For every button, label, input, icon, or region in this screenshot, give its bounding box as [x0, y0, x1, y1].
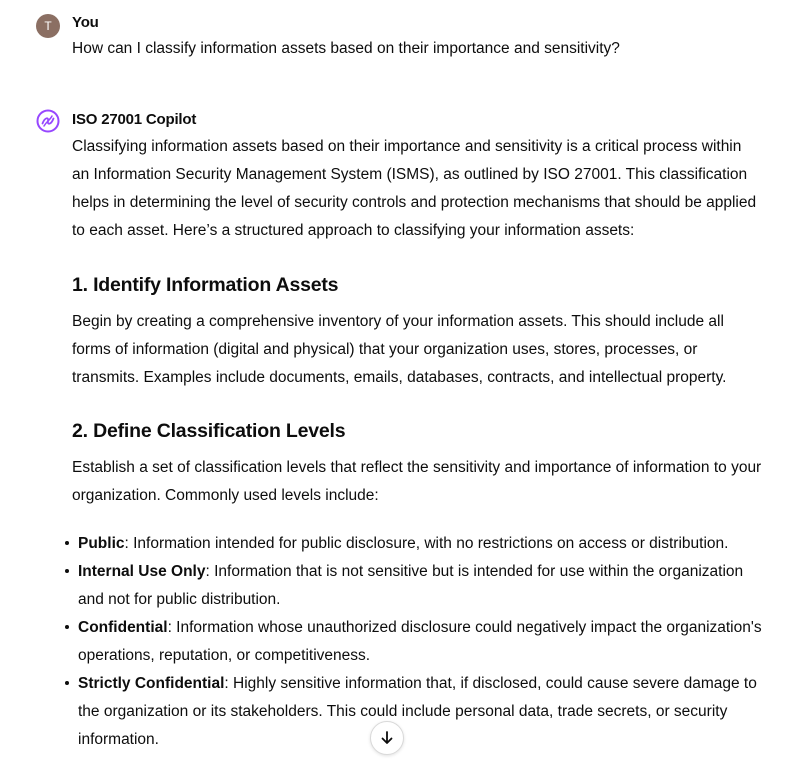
list-item — [72, 558, 762, 614]
list-item-term: Confidential — [78, 619, 168, 636]
user-message-text: How can I classify information assets based on their importance and sensitivity? — [72, 40, 620, 57]
scroll-to-bottom-button[interactable] — [370, 721, 404, 755]
assistant-message-content — [72, 133, 762, 754]
list-item — [72, 530, 762, 558]
section-paragraph: Establish a set of classification levels that reflect the sensitivity and importance of information to your organization. Commonly used levels include: — [72, 459, 762, 504]
list-item-description: : Information that is not sensitive but is intended for use within the organization and not for public distribution. — [78, 563, 744, 608]
assistant-author-name: ISO 27001 Copilot — [72, 111, 197, 128]
list-item-description: : Highly sensitive information that, if disclosed, could cause severe damage to the organization or its stakeholders. This could include personal data, trade secrets, or security information. — [78, 675, 757, 748]
classification-levels-list — [72, 530, 762, 754]
user-avatar — [36, 14, 60, 38]
list-item-description: : Information intended for public disclosure, with no restrictions on access or distribution. — [124, 535, 729, 552]
user-avatar-letter: T — [44, 19, 52, 33]
swirl-logo-icon — [36, 109, 60, 133]
list-item — [72, 614, 762, 670]
list-item-term: Strictly Confidential — [78, 675, 225, 692]
list-item-term: Public — [78, 535, 125, 552]
list-item — [72, 670, 762, 754]
arrow-down-icon — [379, 730, 395, 746]
list-item-description: : Information whose unauthorized disclosure could negatively impact the organization's operations, reputation, or competitiveness. — [78, 619, 762, 664]
list-item-term: Internal Use Only — [78, 563, 206, 580]
user-author-name: You — [72, 14, 99, 31]
section-heading: 1. Identify Information Assets — [72, 274, 339, 296]
section-paragraph: Begin by creating a comprehensive inventory of your information assets. This should include all forms of information (digital and physical) that your organization uses, stores, processes, or transmits. Examples include documents, emails, databases, contracts, and intellectual property. — [72, 313, 727, 386]
intro-paragraph: Classifying information assets based on their importance and sensitivity is a critical process within an Information Security Management System (ISMS), as outlined by ISO 27001. This classification helps in determining the level of security controls and protection mechanisms that should be applied to each asset. Here’s a structured approach to classifying your information assets: — [72, 138, 757, 239]
section-heading: 2. Define Classification Levels — [72, 420, 346, 442]
